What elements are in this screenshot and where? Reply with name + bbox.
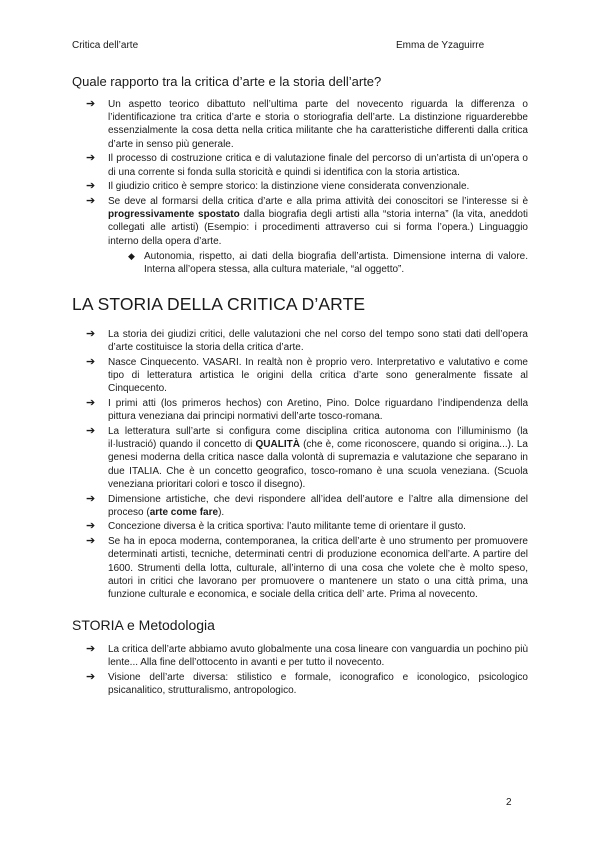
- list-item: ➔ Un aspetto teorico dibattuto nell’ultima parte del novecento riguarda la differenza o l’identificazione tra critica d’arte e storia o storiografia dell’arte. La distinzione riguarderebbe essenzialmente la cosa detta nella critica militante che ha caratteristiche differenti dalla critica d’arte in senso più generale.: [86, 98, 528, 150]
- section3-list: [72, 643, 528, 697]
- header-right: Emma de Yzaguirre: [396, 40, 485, 51]
- content: [72, 70, 528, 699]
- arrow-right-icon: ➔: [86, 356, 96, 369]
- header-left: Critica dell’arte: [72, 40, 139, 51]
- list-item: ➔ La letteratura sull’arte si configura come disciplina critica autonoma con l’illuminismo (la il·lustració) quando il concetto di QUALITÀ (che è, come riconoscere, quando si origina...). La genesi moderna della critica nasce dalla volontà di supremazia e valutazione che separano in due ITALIA. Che è un concetto geografico, tosco-romano è una scuola veneziana. (Scuola veneziana prioritari colori e tosco il disegno).: [86, 425, 528, 490]
- list-item: ➔ Se ha in epoca moderna, contemporanea, la critica dell’arte è uno strumento per promuovere determinati artisti, tecniche, determinati centri di produzione economica dell’arte. A partire del 1600. Strumenti della lotta, culturale, all’interno di una cosa che volete che è molto speso, autori in critici che lavorano per promuovere o mantenere un stato o una città prima, una funzione culturale e economica, e sociale della critica dell’ arte. Prima al novecento.: [86, 535, 528, 600]
- arrow-right-icon: ➔: [86, 397, 96, 410]
- arrow-right-icon: ➔: [86, 492, 96, 505]
- section-title-metodologia: STORIA e Metodologia: [72, 617, 215, 634]
- list-item: ➔ Il processo di costruzione critica e di valutazione finale del percorso di un’artista di un’opera o di una corrente si fonda sulla storicità e quindi si identifica con la storia artistica.: [86, 152, 528, 178]
- list-item: ➔ Nasce Cinquecento. VASARI. In realtà non è proprio vero. Interpretativo e valutativo e come tipo di letteratura artistica le origini della critica d’arte sono generalmente fissate al Cinquecento.: [86, 356, 528, 395]
- arrow-right-icon: ➔: [86, 98, 96, 110]
- list-item: ➔ Se deve al formarsi della critica d’arte e alla prima attività dei conoscitori se l’interesse si è progressivamente spostato dalla biografia degli artisti alla “storia interna” (la vita, aneddoti collegati alle artisti) (Esempio: i procedimenti attraverso cui si forma l’opera.) Linguaggio interno della opera d’arte.: [86, 194, 528, 247]
- diamond-icon: ◆: [128, 250, 135, 261]
- arrow-right-icon: ➔: [86, 180, 96, 193]
- arrow-right-icon: ➔: [86, 520, 96, 533]
- bold-text: progressivamente spostato: [108, 209, 240, 221]
- list-item: ➔ Dimensione artistiche, che devi rispondere all’idea dell’autore e l’altre alla dimensione del proceso (arte come fare).: [86, 492, 528, 518]
- arrow-right-icon: ➔: [86, 643, 96, 656]
- list-item: ➔ La storia dei giudizi critici, delle valutazioni che nel corso del tempo sono stati dati dell’opera d’arte costituisce la storia della critica d’arte.: [86, 328, 528, 354]
- arrow-right-icon: ➔: [86, 425, 96, 438]
- list-item: ➔ I primi atti (los primeros hechos) con Aretino, Pino. Dolce riguardano l’indipendenza della pittura veneziana dai principi normativi dell’arte tosco-romana.: [86, 397, 528, 423]
- list-item: ➔ La critica dell’arte abbiamo avuto globalmente una cosa lineare con vanguardia un pochino più lente... Alla fine dell’ottocento in avanti e per tutto il novecento.: [86, 643, 528, 669]
- list-item: ➔ Il giudizio critico è sempre storico: la distinzione viene considerata convenzionale.: [86, 180, 470, 193]
- list-item: ➔ Concezione diversa è la critica sportiva: l’auto militante teme di orientare il gusto.: [86, 520, 466, 533]
- page-number: 2: [506, 797, 512, 808]
- arrow-right-icon: ➔: [86, 535, 96, 548]
- arrow-right-icon: ➔: [86, 671, 96, 684]
- list-item: ➔ Visione dell’arte diversa: stilistico e formale, iconografico e iconologico, psicologico psicanalitico, strutturalismo, antropologico.: [86, 671, 528, 697]
- arrow-right-icon: ➔: [86, 152, 96, 165]
- sub-list-item: ◆ Autonomia, rispetto, ai dati della biografia dell’artista. Dimensione interna di valore. Interna all’opera stessa, alla cultura materiale, “al oggetto”.: [128, 250, 528, 275]
- arrow-right-icon: ➔: [86, 194, 96, 207]
- arrow-right-icon: ➔: [86, 328, 96, 341]
- section2-list: [72, 328, 528, 601]
- section1-list: [72, 98, 528, 276]
- bold-text: QUALITÀ: [255, 439, 300, 451]
- section-title-rapporto: Quale rapporto tra la critica d’arte e la storia dell’arte?: [72, 74, 382, 89]
- bold-text: arte come fare: [149, 506, 219, 518]
- section-title-storia-critica: LA STORIA DELLA CRITICA D’ARTE: [72, 294, 366, 315]
